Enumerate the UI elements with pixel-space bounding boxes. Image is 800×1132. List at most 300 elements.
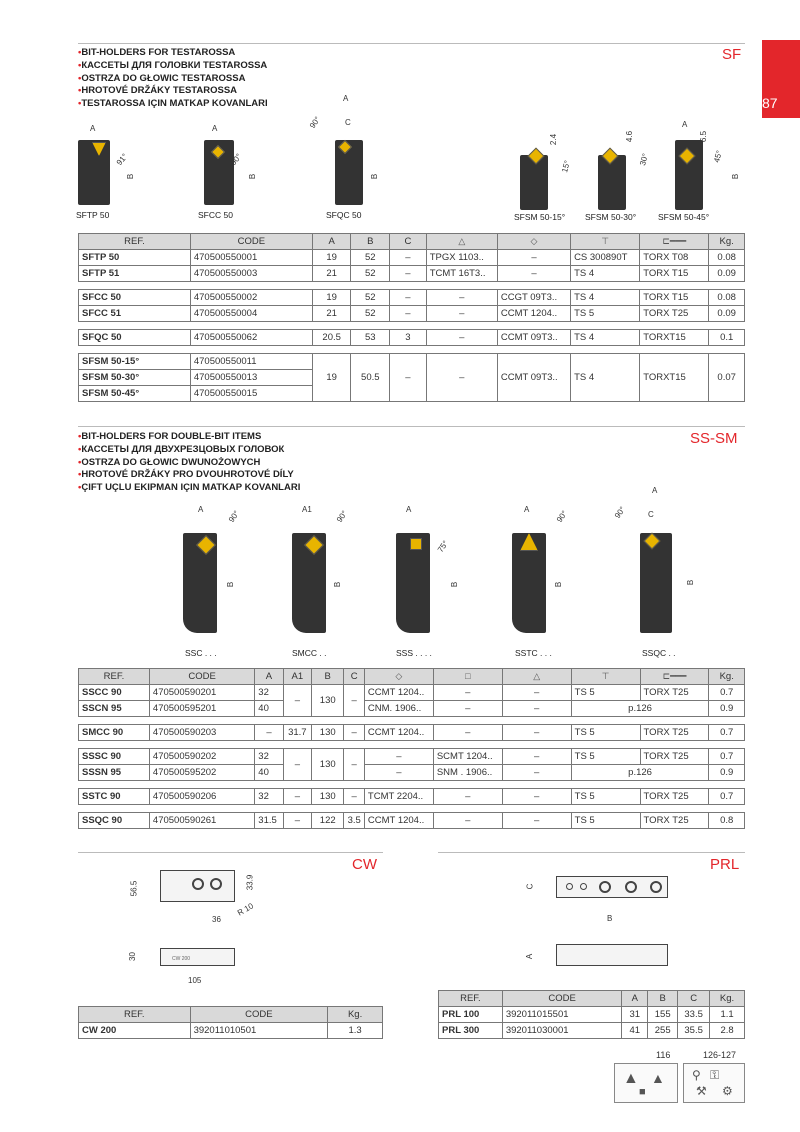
col-key-icon <box>640 234 709 250</box>
table-row <box>79 354 745 370</box>
sf-bullet: • КАССЕТЫ ДЛЯ ГОЛОВКИ TESTAROSSA <box>78 60 268 73</box>
cell: CS 300890T <box>571 250 640 266</box>
cell: – <box>283 749 311 781</box>
col-code: CODE <box>190 1007 328 1023</box>
cell: TS 5 <box>571 749 640 765</box>
cell-code: 470500550001 <box>190 250 312 266</box>
cell: 52 <box>351 290 390 306</box>
dim-width: 33.9 <box>245 874 255 891</box>
cell: 1.3 <box>328 1023 383 1039</box>
table-row <box>79 765 745 781</box>
col-b: B <box>351 234 390 250</box>
table-row <box>79 749 745 765</box>
ss-bullet: • HROTOVÉ DRŽÁKY PRO DVOUHROTOVÉ DÍLY <box>78 469 300 482</box>
col-b: B <box>312 669 344 685</box>
dim-height: 56.5 <box>129 880 139 897</box>
dim-angle: 30° <box>638 152 650 167</box>
cell-code: 470500550011 <box>190 354 312 370</box>
cell: 19 <box>312 250 351 266</box>
cell: TS 5 <box>571 813 640 829</box>
dim-b: B <box>450 581 460 588</box>
cell-ref: SSCC 90 <box>79 685 150 701</box>
sf-table <box>78 233 745 402</box>
cell-ref: SSCN 95 <box>79 701 150 717</box>
cell-ref: SSTC 90 <box>79 789 150 805</box>
table-header <box>79 1007 383 1023</box>
cell: – <box>502 685 571 701</box>
dim-angle: 91° <box>114 151 130 168</box>
cell-ref: SFCC 50 <box>79 290 191 306</box>
table-row <box>79 685 745 701</box>
screw-icon: ⊤ <box>601 671 610 681</box>
cell-code: 470500550004 <box>190 306 312 322</box>
row-spacer <box>79 805 745 813</box>
cell: – <box>502 813 571 829</box>
col-kg: Kg. <box>709 234 745 250</box>
cell: 0.9 <box>709 765 745 781</box>
torx-key-icon: ⊏━━━ <box>662 236 687 246</box>
cell: 2.8 <box>710 1023 745 1039</box>
cell: TORX T15 <box>640 266 709 282</box>
cell-ref: SSSN 95 <box>79 765 150 781</box>
dim-b: B <box>226 581 236 588</box>
cell-ref: SFSM 50-45° <box>79 386 191 402</box>
sstc-caption: SSTC . . . <box>515 648 552 658</box>
cell: – <box>344 789 364 805</box>
cell: 130 <box>312 685 344 717</box>
col-ref: REF. <box>79 669 150 685</box>
cell-ref: SFSM 50-30° <box>79 370 191 386</box>
cell-code: 470500590202 <box>149 749 254 765</box>
dim-a: A <box>406 505 412 514</box>
sfcc-caption: SFCC 50 <box>198 210 233 220</box>
rhombic-insert-icon: ◇ <box>530 236 538 246</box>
dim-c: C <box>648 510 654 519</box>
cell-code: 470500595202 <box>149 765 254 781</box>
cell: 155 <box>648 1007 678 1023</box>
dim-a1: A1 <box>302 505 312 514</box>
prl-hole <box>566 883 573 890</box>
cell-code: 470500595201 <box>149 701 254 717</box>
cell: 19 <box>312 290 351 306</box>
cell: TCMT 16T3.. <box>426 266 497 282</box>
cell: – <box>433 813 502 829</box>
cell: TORX T25 <box>640 685 709 701</box>
cell: – <box>502 765 571 781</box>
cell: 21 <box>312 266 351 282</box>
cell: – <box>390 250 427 266</box>
table-row <box>79 266 745 282</box>
col-key-icon <box>640 669 709 685</box>
cell-code: 470500590261 <box>149 813 254 829</box>
cell: 130 <box>312 725 344 741</box>
screw-icon: ⚲ <box>692 1068 701 1082</box>
col-c: C <box>390 234 427 250</box>
cell: – <box>364 765 433 781</box>
cell: 3.5 <box>344 813 364 829</box>
dim-a: A <box>198 505 204 514</box>
cell: – <box>497 250 570 266</box>
cell-ref: SFSM 50-15° <box>79 354 191 370</box>
cell: – <box>364 749 433 765</box>
cell-code: 392011010501 <box>190 1023 328 1039</box>
accessories-thumbnail[interactable] <box>683 1063 745 1103</box>
cell: CCMT 09T3.. <box>497 330 570 346</box>
cell: – <box>283 685 311 717</box>
cell: 31 <box>622 1007 648 1023</box>
cell: 0.9 <box>709 701 745 717</box>
col-a: A <box>255 669 283 685</box>
col-kg: Kg. <box>710 991 745 1007</box>
dim-a: A <box>525 953 535 960</box>
square-insert-icon: □ <box>465 671 471 681</box>
cell: 1.1 <box>710 1007 745 1023</box>
cell: TORX T15 <box>640 290 709 306</box>
cell: – <box>344 749 364 781</box>
triangle-insert-icon: △ <box>533 671 541 681</box>
cell: SNM . 1906.. <box>433 765 502 781</box>
table-row <box>79 250 745 266</box>
cell: 41 <box>622 1023 648 1039</box>
cell: – <box>502 725 571 741</box>
ss-table <box>78 668 745 829</box>
cell: 0.08 <box>709 250 745 266</box>
dim-b: B <box>333 581 343 588</box>
dim-depth: 4.6 <box>625 130 635 143</box>
wrench-icon: ⚒ <box>696 1084 707 1098</box>
cell: 53 <box>351 330 390 346</box>
key-icon: ⚿ <box>710 1068 720 1082</box>
dim-b: B <box>607 914 613 923</box>
cell: – <box>433 725 502 741</box>
cell: 31.7 <box>283 725 311 741</box>
dim-angle: 15° <box>560 159 572 174</box>
prl-rule <box>438 852 745 853</box>
section-code-ss: SS-SM <box>690 430 738 447</box>
sfsm30-drawing <box>598 155 626 210</box>
prl-bar-side <box>556 944 668 966</box>
cell: 0.1 <box>709 330 745 346</box>
gear-icon: ⚙ <box>722 1084 733 1098</box>
cell: TS 5 <box>571 306 640 322</box>
cell: TS 5 <box>571 685 640 701</box>
cell: 50.5 <box>351 354 390 402</box>
cell: TORX T08 <box>640 250 709 266</box>
cell: – <box>426 354 497 402</box>
cell-code: 470500550003 <box>190 266 312 282</box>
cell: – <box>502 789 571 805</box>
col-kg: Kg. <box>328 1007 383 1023</box>
row-spacer <box>79 346 745 354</box>
cell-ref: SFTP 50 <box>79 250 191 266</box>
cell-ref: PRL 300 <box>439 1023 503 1039</box>
cw-rule <box>78 852 383 853</box>
dim-a: A <box>682 120 688 129</box>
cell-code: 470500550062 <box>190 330 312 346</box>
cell-code: 392011015501 <box>502 1007 622 1023</box>
inserts-thumbnail[interactable] <box>614 1063 678 1103</box>
col-triangle-insert-icon <box>502 669 571 685</box>
cell: 33.5 <box>678 1007 710 1023</box>
cell: TORX T25 <box>640 789 709 805</box>
dim-b: B <box>686 579 696 586</box>
table-header <box>439 991 745 1007</box>
cell: TS 5 <box>571 789 640 805</box>
cell: – <box>502 701 571 717</box>
cell-code: 470500550015 <box>190 386 312 402</box>
ssc-caption: SSC . . . <box>185 648 217 658</box>
cell: 130 <box>312 789 344 805</box>
dim-thickness: 30 <box>127 952 137 961</box>
dim-length: 36 <box>212 915 221 924</box>
col-code: CODE <box>502 991 622 1007</box>
cell: 0.07 <box>709 354 745 402</box>
sf-bullet: • BIT-HOLDERS FOR TESTAROSSA <box>78 47 268 60</box>
sf-bullet: • HROTOVÉ DRŽÁKY TESTAROSSA <box>78 85 268 98</box>
col-ref: REF. <box>79 234 191 250</box>
cell: – <box>344 685 364 717</box>
cell-ref: SSQC 90 <box>79 813 150 829</box>
dim-angle: 90° <box>612 504 628 521</box>
cell: – <box>390 266 427 282</box>
section-code-cw: CW <box>352 856 377 873</box>
col-screw-icon <box>571 234 640 250</box>
section-code-prl: PRL <box>710 856 740 873</box>
dim-angle: 45° <box>712 149 724 164</box>
col-square-insert-icon <box>433 669 502 685</box>
table-header <box>79 669 745 685</box>
cell: – <box>390 354 427 402</box>
cell-page-ref[interactable]: p.126 <box>571 765 709 781</box>
table-row <box>79 290 745 306</box>
cell: – <box>426 290 497 306</box>
cell: 21 <box>312 306 351 322</box>
cell: TPGX 1103.. <box>426 250 497 266</box>
col-a: A <box>312 234 351 250</box>
dim-b: B <box>248 173 258 180</box>
cell: 32 <box>255 749 283 765</box>
cell-code: 470500550002 <box>190 290 312 306</box>
cell: 0.08 <box>709 290 745 306</box>
cell: TS 4 <box>571 330 640 346</box>
prl-hole <box>580 883 587 890</box>
triangle-insert-icon: △ <box>458 236 466 246</box>
cell: TS 4 <box>571 266 640 282</box>
dim-a: A <box>524 505 530 514</box>
cell-code: 470500590203 <box>149 725 254 741</box>
dim-angle: 75° <box>435 538 451 555</box>
cell: – <box>426 306 497 322</box>
rhombic-insert-icon: ◇ <box>395 671 403 681</box>
col-ref: REF. <box>439 991 503 1007</box>
cell: 0.7 <box>709 685 745 701</box>
cell: 255 <box>648 1023 678 1039</box>
table-row <box>439 1023 745 1039</box>
ssqc-drawing <box>640 533 672 633</box>
cell: 0.8 <box>709 813 745 829</box>
dim-b: B <box>731 173 741 180</box>
col-code: CODE <box>149 669 254 685</box>
cell: TS 4 <box>571 354 640 402</box>
footer-ref-accessories[interactable]: 126-127 <box>703 1050 737 1060</box>
sfqc-caption: SFQC 50 <box>326 210 362 220</box>
cell: SCMT 1204.. <box>433 749 502 765</box>
sftp-caption: SFTP 50 <box>76 210 110 220</box>
row-spacer <box>79 781 745 789</box>
dim-radius: R 10 <box>235 901 256 918</box>
ss-bullet: • ÇIFT UÇLU EKIPMAN IÇIN MATKAP KOVANLARI <box>78 482 300 495</box>
dim-b: B <box>554 581 564 588</box>
dim-angle: 90° <box>226 508 242 525</box>
cell: TORX T25 <box>640 725 709 741</box>
cell: 52 <box>351 266 390 282</box>
cell: CCMT 1204.. <box>364 813 433 829</box>
cell: TORX T25 <box>640 749 709 765</box>
prl-hole <box>599 881 611 893</box>
col-a: A <box>622 991 648 1007</box>
cell-ref: SFCC 51 <box>79 306 191 322</box>
col-rhombic-insert-icon <box>364 669 433 685</box>
cell: 130 <box>312 749 344 781</box>
cell-code: 392011030001 <box>502 1023 622 1039</box>
prl-table <box>438 990 745 1039</box>
table-row <box>79 330 745 346</box>
ss-bullets <box>78 431 300 495</box>
row-spacer <box>79 717 745 725</box>
cell: CCMT 1204.. <box>497 306 570 322</box>
dim-a: A <box>212 124 218 133</box>
sf-bullet: • OSTRZA DO GŁOWIC TESTAROSSA <box>78 73 268 86</box>
table-row <box>79 701 745 717</box>
page-number: 87 <box>762 95 778 111</box>
cell: TS 4 <box>571 290 640 306</box>
sfsm15-caption: SFSM 50-15° <box>514 212 566 222</box>
col-triangle-insert-icon <box>426 234 497 250</box>
cell: – <box>433 789 502 805</box>
cell-ref: SSSC 90 <box>79 749 150 765</box>
cell: 0.7 <box>709 725 745 741</box>
sf-bullet: • TESTAROSSA IÇIN MATKAP KOVANLARI <box>78 98 268 111</box>
cell: – <box>283 789 311 805</box>
cell: 40 <box>255 765 283 781</box>
cell-code: 470500590206 <box>149 789 254 805</box>
cell-code: 470500590201 <box>149 685 254 701</box>
cell: – <box>283 813 311 829</box>
col-screw-icon <box>571 669 640 685</box>
sftp-drawing <box>78 140 110 205</box>
torx-key-icon: ⊏━━━ <box>662 671 687 681</box>
section-code-sf: SF <box>722 46 742 63</box>
cell: TORX T25 <box>640 306 709 322</box>
cell: 52 <box>351 250 390 266</box>
dim-angle: 90° <box>554 508 570 525</box>
cell: TORXT15 <box>640 330 709 346</box>
table-row <box>79 725 745 741</box>
cell: 31.5 <box>255 813 283 829</box>
cell: 0.7 <box>709 789 745 805</box>
dim-angle: 90° <box>334 508 350 525</box>
dim-c: C <box>525 883 535 890</box>
cell: 0.09 <box>709 266 745 282</box>
cell-ref: SMCC 90 <box>79 725 150 741</box>
cw-marking: CW 200 <box>172 956 191 962</box>
dim-a: A <box>652 486 658 495</box>
square-insert-icon: ■ <box>639 1086 646 1098</box>
table-row <box>439 1007 745 1023</box>
sss-caption: SSS . . . . <box>396 648 432 658</box>
cell: 19 <box>312 354 351 402</box>
cell: – <box>390 306 427 322</box>
dim-a: A <box>90 124 96 133</box>
cell: – <box>390 290 427 306</box>
cell-ref: SFQC 50 <box>79 330 191 346</box>
dim-a: A <box>343 94 349 103</box>
sfsm45-caption: SFSM 50-45° <box>658 212 710 222</box>
cell: 3 <box>390 330 427 346</box>
cell: TORX T25 <box>640 813 709 829</box>
table-row <box>79 789 745 805</box>
cell-page-ref[interactable]: p.126 <box>571 701 709 717</box>
cell: TCMT 2204.. <box>364 789 433 805</box>
col-ref: REF. <box>79 1007 191 1023</box>
dim-length: 105 <box>188 976 202 985</box>
row-spacer <box>79 282 745 290</box>
dim-angle: 90° <box>228 151 244 168</box>
cell: 0.09 <box>709 306 745 322</box>
dim-c: C <box>345 118 351 127</box>
smcc-caption: SMCC . . <box>292 648 327 658</box>
col-a1: A1 <box>283 669 311 685</box>
table-row <box>79 1023 383 1039</box>
cw-hole <box>210 878 222 890</box>
col-c: C <box>344 669 364 685</box>
cell-ref: CW 200 <box>79 1023 191 1039</box>
dim-depth: 6.5 <box>699 130 709 143</box>
cell: 32 <box>255 685 283 701</box>
cell: – <box>433 685 502 701</box>
cell: 35.5 <box>678 1023 710 1039</box>
ss-rule <box>78 426 745 427</box>
cell-ref: SFTP 51 <box>79 266 191 282</box>
screw-icon: ⊤ <box>601 236 610 246</box>
cell: CNM. 1906.. <box>364 701 433 717</box>
dim-b: B <box>370 173 380 180</box>
footer-ref-inserts[interactable]: 116 <box>656 1050 671 1060</box>
cell: TS 5 <box>571 725 640 741</box>
cell-ref: PRL 100 <box>439 1007 503 1023</box>
ssqc-caption: SSQC . . <box>642 648 676 658</box>
col-b: B <box>648 991 678 1007</box>
row-spacer <box>79 741 745 749</box>
table-header <box>79 234 745 250</box>
prl-hole <box>625 881 637 893</box>
row-spacer <box>79 322 745 330</box>
cell: CCGT 09T3.. <box>497 290 570 306</box>
sf-bullets <box>78 47 268 111</box>
cell: 40 <box>255 701 283 717</box>
cell: 122 <box>312 813 344 829</box>
cell: 52 <box>351 306 390 322</box>
col-c: C <box>678 991 710 1007</box>
triangle-insert-icon: ▲ <box>651 1070 665 1086</box>
dim-depth: 2.4 <box>549 133 559 146</box>
col-kg: Kg. <box>709 669 745 685</box>
table-row <box>79 306 745 322</box>
cell: – <box>255 725 283 741</box>
dim-angle: 90° <box>307 114 323 131</box>
cell: 20.5 <box>312 330 351 346</box>
dim-b: B <box>126 173 136 180</box>
